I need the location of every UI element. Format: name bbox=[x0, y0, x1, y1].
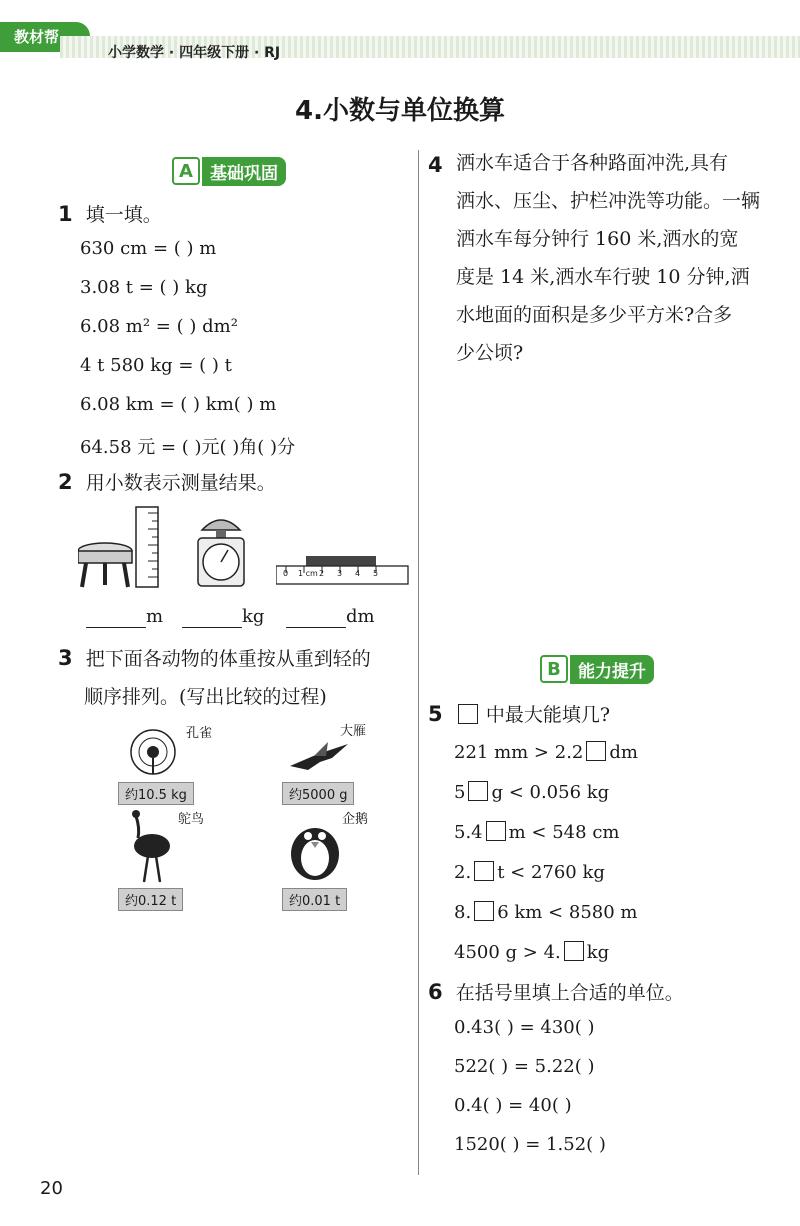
page-number: 20 bbox=[40, 1178, 63, 1199]
q5-line bbox=[454, 781, 609, 803]
q1-heading bbox=[58, 200, 162, 227]
q3-heading bbox=[58, 644, 371, 671]
q6-heading bbox=[428, 978, 684, 1005]
q1-number: 1 bbox=[58, 202, 73, 226]
ruler-tick: 1 cm bbox=[298, 569, 318, 578]
q1-line: 6.08 m² = ( ) dm² bbox=[80, 316, 238, 337]
q5-right: m < 548 cm bbox=[508, 822, 620, 843]
page-title: 4.小数与单位换算 bbox=[295, 96, 505, 126]
weight-tag: 约10.5 kg bbox=[118, 782, 194, 805]
weight-tag: 约0.01 t bbox=[282, 888, 347, 911]
q2-number: 2 bbox=[58, 470, 73, 494]
answer-box[interactable] bbox=[474, 901, 494, 921]
answer-blank[interactable] bbox=[286, 606, 346, 628]
answer-box[interactable] bbox=[474, 861, 494, 881]
q5-line bbox=[454, 821, 619, 843]
answer-box-icon bbox=[458, 704, 478, 724]
q6-line: 1520( ) = 1.52( ) bbox=[454, 1134, 606, 1155]
answer-box[interactable] bbox=[564, 941, 584, 961]
goose-icon bbox=[288, 740, 350, 774]
animal-name: 孔雀 bbox=[186, 726, 213, 741]
q5-line bbox=[454, 861, 605, 883]
section-b-letter: B bbox=[540, 655, 568, 683]
q4-line: 少公顷? bbox=[456, 342, 524, 364]
q2-answer-2 bbox=[182, 606, 264, 628]
q5-left: 5 bbox=[454, 782, 466, 803]
subject-label: 小学数学 · 四年级下册 · RJ bbox=[108, 45, 281, 61]
unit-label: dm bbox=[346, 606, 375, 627]
ruler-tick: 2 bbox=[319, 569, 325, 578]
unit-label: m bbox=[146, 606, 164, 627]
unit-label: kg bbox=[242, 606, 265, 627]
section-a-badge bbox=[172, 158, 286, 184]
q4-line: 度是 14 米,洒水车行驶 10 分钟,洒 bbox=[456, 266, 750, 288]
animal-name: 鸵鸟 bbox=[178, 812, 205, 827]
q5-left: 4500 g > 4. bbox=[454, 942, 561, 963]
q5-line bbox=[454, 941, 609, 963]
q2-answer-1 bbox=[86, 606, 163, 628]
q5-left: 5.4 bbox=[454, 822, 483, 843]
ostrich-icon bbox=[126, 808, 176, 883]
q1-line: 4 t 580 kg = ( ) t bbox=[80, 355, 232, 376]
q5-left: 221 mm > 2.2 bbox=[454, 742, 584, 763]
q4-body bbox=[456, 144, 786, 372]
q5-line bbox=[454, 901, 637, 923]
answer-blank[interactable] bbox=[86, 606, 146, 628]
answer-box[interactable] bbox=[586, 741, 606, 761]
ruler-tick: 3 bbox=[337, 569, 343, 578]
section-a-letter: A bbox=[172, 157, 200, 185]
ruler-tick: 4 bbox=[355, 569, 361, 578]
animal-name: 企鹅 bbox=[342, 812, 369, 827]
q5-prompt: 中最大能填几? bbox=[485, 704, 610, 726]
section-b-badge bbox=[540, 656, 654, 682]
scale-illustration bbox=[196, 510, 246, 588]
ruler-tick: 5 bbox=[373, 569, 379, 578]
q1-line: 6.08 km = ( ) km( ) m bbox=[80, 394, 277, 415]
peacock-icon bbox=[128, 728, 178, 776]
q6-line: 0.4( ) = 40( ) bbox=[454, 1095, 572, 1116]
brand-label: 教材帮 bbox=[14, 28, 60, 46]
column-divider bbox=[418, 150, 419, 1175]
weight-tag: 约0.12 t bbox=[118, 888, 183, 911]
q5-line bbox=[454, 741, 638, 763]
q1-line: 64.58 元 = ( )元( )角( )分 bbox=[80, 437, 296, 458]
q5-number: 5 bbox=[428, 702, 443, 726]
q6-line: 522( ) = 5.22( ) bbox=[454, 1056, 595, 1077]
ruler-tick: 0 bbox=[283, 569, 289, 578]
section-b-label: 能力提升 bbox=[570, 655, 654, 684]
q1-line: 3.08 t = ( ) kg bbox=[80, 277, 208, 298]
q5-left: 2. bbox=[454, 862, 472, 883]
section-a-label: 基础巩固 bbox=[202, 157, 286, 186]
answer-blank[interactable] bbox=[182, 606, 242, 628]
q6-prompt: 在括号里填上合适的单位。 bbox=[455, 982, 684, 1004]
q3-prompt-line2: 顺序排列。(写出比较的过程) bbox=[84, 686, 327, 708]
q6-number: 6 bbox=[428, 980, 443, 1004]
q5-heading bbox=[428, 700, 610, 727]
q5-left: 8. bbox=[454, 902, 472, 923]
stool-height-illustration bbox=[78, 505, 168, 590]
q1-line: 630 cm = ( ) m bbox=[80, 238, 217, 259]
q6-line: 0.43( ) = 430( ) bbox=[454, 1017, 595, 1038]
q5-right: 6 km < 8580 m bbox=[497, 902, 638, 923]
q3-prompt-line1: 把下面各动物的体重按从重到轻的 bbox=[85, 648, 371, 670]
q2-heading bbox=[58, 468, 276, 495]
animal-name: 大雁 bbox=[340, 724, 367, 739]
ruler-tick-labels bbox=[276, 569, 411, 583]
q3-number: 3 bbox=[58, 646, 73, 670]
q1-prompt: 填一填。 bbox=[85, 204, 162, 226]
q4-line: 水地面的面积是多少平方米?合多 bbox=[456, 304, 733, 326]
answer-box[interactable] bbox=[468, 781, 488, 801]
q2-prompt: 用小数表示测量结果。 bbox=[85, 472, 276, 494]
q5-right: g < 0.056 kg bbox=[491, 782, 610, 803]
q4-number: 4 bbox=[428, 153, 443, 177]
q5-right: dm bbox=[609, 742, 638, 763]
q5-right: kg bbox=[586, 942, 610, 963]
q5-right: t < 2760 kg bbox=[497, 862, 605, 883]
q4-line: 洒水车适合于各种路面冲洗,具有 bbox=[456, 152, 729, 174]
answer-box[interactable] bbox=[486, 821, 506, 841]
penguin-icon bbox=[288, 820, 342, 882]
q2-answer-3 bbox=[286, 606, 375, 628]
q4-line: 洒水车每分钟行 160 米,洒水的宽 bbox=[456, 228, 739, 250]
q4-line: 洒水、压尘、护栏冲洗等功能。一辆 bbox=[456, 190, 761, 212]
weight-tag: 约5000 g bbox=[282, 782, 354, 805]
